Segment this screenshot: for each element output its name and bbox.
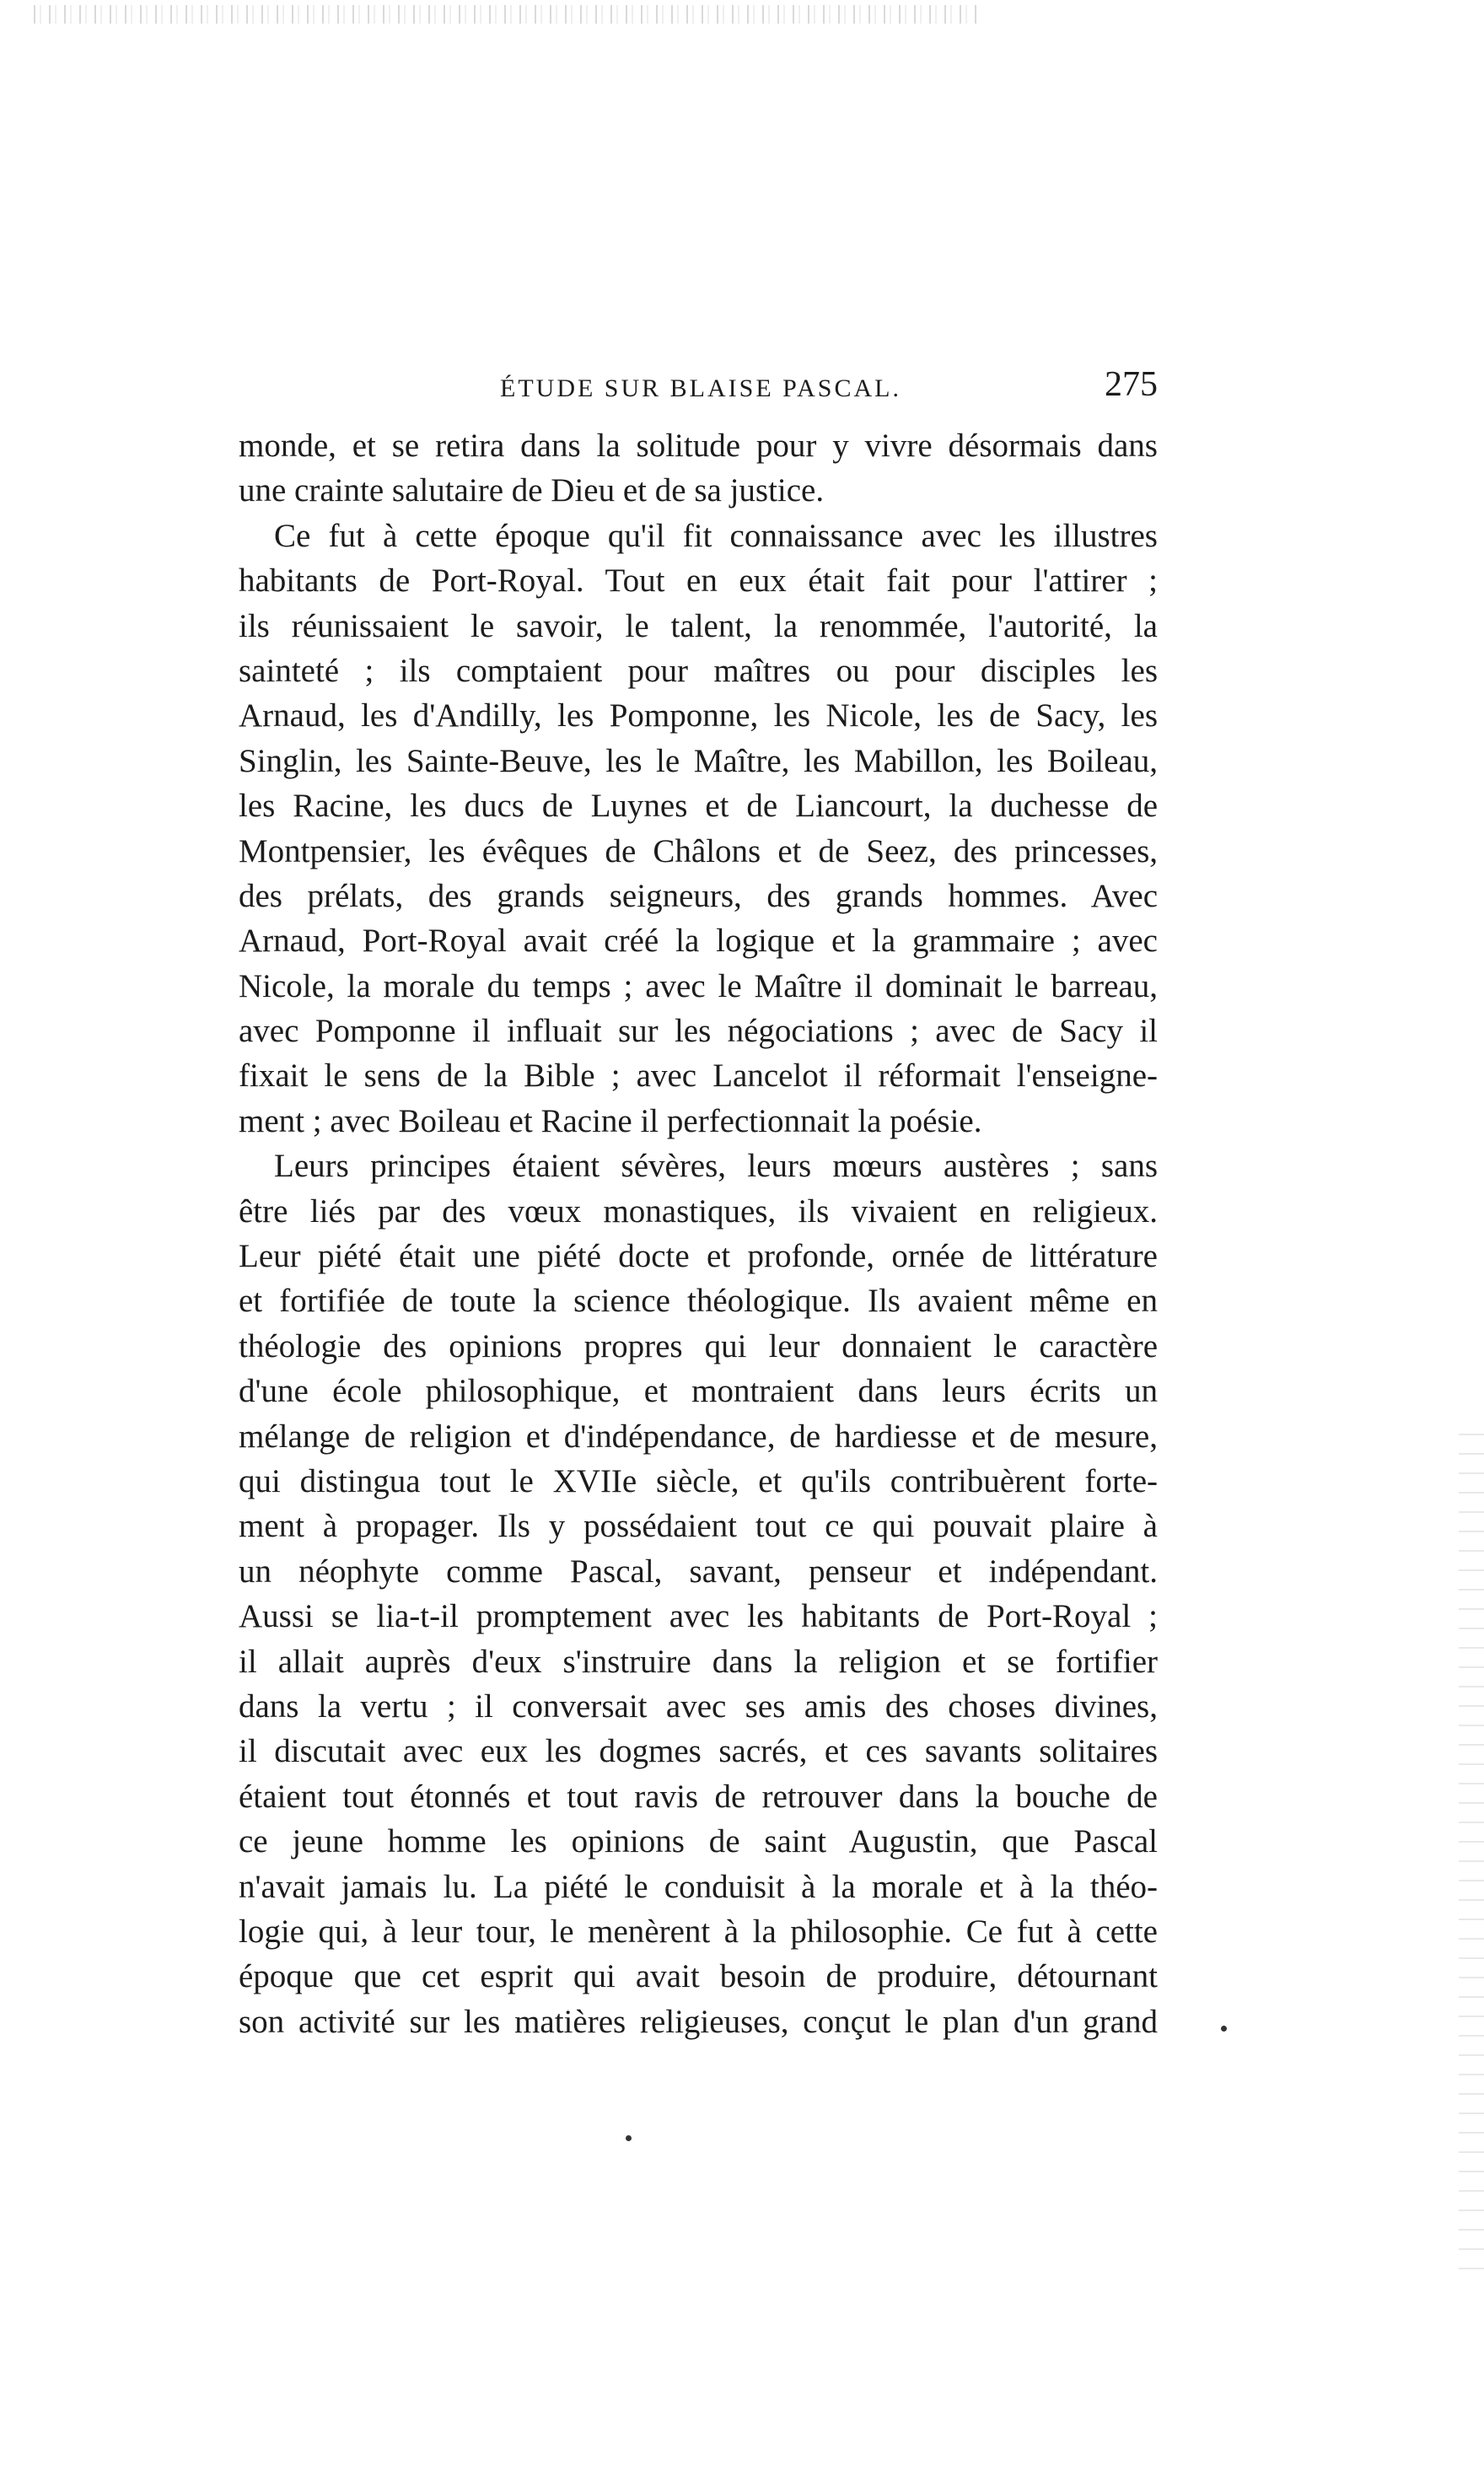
text-line: ment à propager. Ils y possédaient tout ce qui pouvait plaire à (239, 1508, 1158, 1545)
text-line: mélange de religion et d'indépendance, de hardiesse et de mesure, (239, 1418, 1158, 1455)
running-title: ÉTUDE SUR BLAISE PASCAL. (500, 374, 901, 402)
text-line: il allait auprès d'eux s'instruire dans la religion et se fortifier (239, 1643, 1158, 1680)
page-header (239, 364, 1158, 415)
text-line: ment ; avec Boileau et Racine il perfectionnait la poésie. (239, 1102, 982, 1139)
text-line: Montpensier, les évêques de Châlons et de Seez, des princesses, (239, 832, 1158, 869)
text-line: avec Pomponne il influait sur les négociations ; avec de Sacy il (239, 1013, 1158, 1050)
text-line: théologie des opinions propres qui leur donnaient le caractère (239, 1327, 1158, 1364)
text-line: ce jeune homme les opinions de saint Augustin, que Pascal (239, 1823, 1158, 1860)
scan-noise-top (34, 5, 978, 24)
text-line: des prélats, des grands seigneurs, des grands hommes. Avec (239, 877, 1158, 914)
text-line: qui distingua tout le XVIIe siècle, et qu'ils contribuèrent forte- (239, 1462, 1158, 1499)
text-line: une crainte salutaire de Dieu et de sa justice. (239, 472, 825, 509)
text-line: ils réunissaient le savoir, le talent, la renommée, l'autorité, la (239, 607, 1158, 644)
text-line: monde, et se retira dans la solitude pour y vivre désormais dans (239, 428, 1158, 464)
text-line: être liés par des vœux monastiques, ils vivaient en religieux. (239, 1192, 1158, 1230)
text-line: Leur piété était une piété docte et profonde, ornée de littérature (239, 1238, 1158, 1275)
text-line: d'une école philosophique, et montraient dans leurs écrits un (239, 1373, 1158, 1410)
ink-speck (1221, 2026, 1227, 2032)
text-line: Singlin, les Sainte-Beuve, les le Maître, les Mabillon, les Boileau, (239, 742, 1158, 779)
body-text (239, 423, 1158, 2044)
text-line: un néophyte comme Pascal, savant, penseur et indépendant. (239, 1553, 1158, 1590)
text-line: les Racine, les ducs de Luynes et de Liancourt, la duchesse de (239, 788, 1158, 825)
text-line: n'avait jamais lu. La piété le conduisit à la morale et à la théo- (239, 1868, 1158, 1905)
text-line: et fortifiée de toute la science théologique. Ils avaient même en (239, 1283, 1158, 1320)
text-line: sainteté ; ils comptaient pour maîtres ou pour disciples les (239, 652, 1158, 689)
text-line: son activité sur les matières religieuses, conçut le plan d'un grand (239, 2003, 1158, 2040)
text-line: Leurs principes étaient sévères, leurs mœurs austères ; sans (274, 1148, 1158, 1185)
text-line: étaient tout étonnés et tout ravis de retrouver dans la bouche de (239, 1778, 1158, 1815)
scan-noise-edge (1459, 1434, 1484, 2277)
text-line: Arnaud, les d'Andilly, les Pomponne, les Nicole, les de Sacy, les (239, 697, 1158, 735)
text-line: époque que cet esprit qui avait besoin de produire, détournant (239, 1958, 1158, 1995)
text-line: Ce fut à cette époque qu'il fit connaissance avec les illustres (274, 517, 1158, 554)
text-line: dans la vertu ; il conversait avec ses amis des choses divines, (239, 1687, 1158, 1725)
text-line: il discutait avec eux les dogmes sacrés, et ces savants solitaires (239, 1733, 1158, 1770)
ink-speck (626, 2135, 632, 2141)
text-line: fixait le sens de la Bible ; avec Lancelot il réformait l'enseigne- (239, 1058, 1158, 1095)
text-line: Nicole, la morale du temps ; avec le Maître il dominait le barreau, (239, 967, 1158, 1004)
text-line: logie qui, à leur tour, le menèrent à la philosophie. Ce fut à cette (239, 1913, 1158, 1950)
page-number: 275 (1105, 365, 1158, 404)
text-line: habitants de Port-Royal. Tout en eux était fait pour l'attirer ; (239, 562, 1158, 600)
text-line: Arnaud, Port-Royal avait créé la logique et la grammaire ; avec (239, 923, 1158, 960)
text-line: Aussi se lia-t-il promptement avec les habitants de Port-Royal ; (239, 1598, 1158, 1635)
